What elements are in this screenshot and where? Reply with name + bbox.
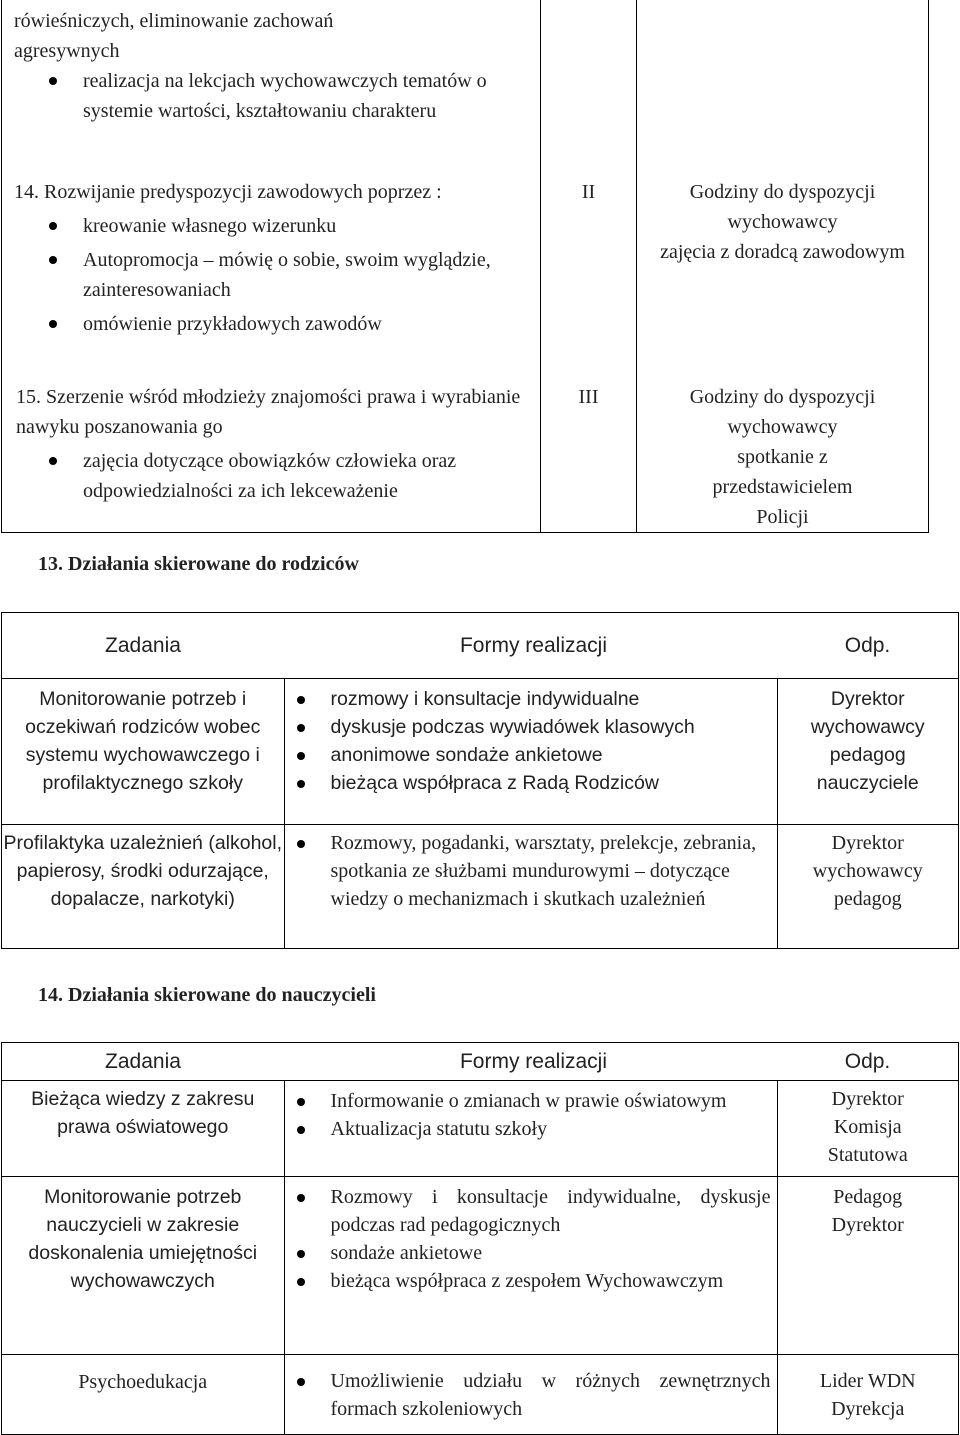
resp-item: Komisja	[833, 1116, 902, 1138]
teachers-actions-table	[1, 1042, 959, 1435]
table-cell-class	[541, 382, 637, 533]
table-cell-task	[2, 177, 541, 382]
note-text: Godziny do dyspozycji wychowawcy	[689, 386, 876, 438]
table-cell-notes	[637, 0, 929, 177]
table-cell-notes	[637, 177, 929, 382]
bullet-list	[49, 211, 534, 339]
note-text: spotkanie z przedstawicielem Policji	[712, 446, 853, 528]
bullet-list	[297, 1087, 771, 1143]
bullet-list	[49, 66, 534, 126]
bullet-list	[297, 829, 771, 913]
section-title: 14. Działania skierowane do nauczycieli	[38, 984, 376, 1006]
list-item: Umożliwienie udziału w różnych zewnętrznych formach szkoleniowych	[297, 1367, 771, 1423]
resp-cell	[777, 679, 959, 825]
bullet-list	[297, 1367, 771, 1423]
forms-cell	[284, 1081, 777, 1177]
resp-cell	[777, 1081, 959, 1177]
forms-cell	[284, 825, 777, 949]
header-tasks: Zadania	[2, 1043, 285, 1081]
table-continuation	[1, 0, 929, 533]
list-item: Informowanie o zmianach w prawie oświatowym	[297, 1087, 771, 1115]
text-line: rówieśniczych, eliminowanie zachowań	[14, 10, 334, 32]
task-cell: Bieżąca wiedzy z zakresu prawa oświatowego	[2, 1081, 285, 1177]
task-cell: Profilaktyka uzależnień (alkohol, papierosy, środki odurzające, dopalacze, narkotyki)	[2, 825, 285, 949]
table-cell-class	[541, 0, 637, 177]
resp-item: Statutowa	[827, 1144, 908, 1166]
resp-item: pedagog	[833, 888, 902, 910]
class-label: III	[578, 386, 599, 408]
list-item: dyskusje podczas wywiadówek klasowych	[297, 713, 771, 741]
list-item: anonimowe sondaże ankietowe	[297, 741, 771, 769]
resp-item: Dyrektor	[830, 688, 905, 710]
task-cell: Psychoedukacja	[2, 1355, 285, 1435]
task-heading: 14. Rozwijanie predyspozycji zawodowych poprzez :	[14, 181, 442, 203]
resp-item: Pedagog	[833, 1186, 903, 1208]
resp-item: Dyrekcja	[831, 1398, 905, 1420]
list-item: zajęcia dotyczące obowiązków człowieka oraz odpowiedzialności za ich lekceważenie	[49, 446, 534, 506]
resp-cell	[777, 1177, 959, 1355]
task-cell: Monitorowanie potrzeb nauczycieli w zakresie doskonalenia umiejętności wychowawczych	[2, 1177, 285, 1355]
header-resp: Odp.	[777, 613, 959, 679]
bullet-list	[49, 446, 534, 506]
resp-cell	[777, 825, 959, 949]
list-item: Aktualizacja statutu szkoły	[297, 1115, 771, 1143]
header-forms: Formy realizacji	[284, 613, 777, 679]
list-item: bieżąca współpraca z zespołem Wychowawczym	[297, 1267, 771, 1295]
class-label: II	[581, 181, 596, 203]
list-item: Rozmowy i konsultacje indywidualne, dyskusje podczas rad pedagogicznych	[297, 1183, 771, 1239]
task-heading: 15. Szerzenie wśród młodzieży znajomości prawa i wyrabianie nawyku poszanowania go	[16, 386, 521, 438]
resp-item: nauczyciele	[816, 772, 919, 794]
resp-item: Dyrektor	[831, 1214, 904, 1236]
resp-item: wychowawcy	[810, 716, 925, 738]
header-resp: Odp.	[777, 1043, 959, 1081]
list-item: rozmowy i konsultacje indywidualne	[297, 685, 771, 713]
list-item: kreowanie własnego wizerunku	[49, 211, 534, 241]
list-item: bieżąca współpraca z Radą Rodziców	[297, 769, 771, 797]
forms-cell	[284, 679, 777, 825]
list-item: omówienie przykładowych zawodów	[49, 309, 534, 339]
bullet-list	[297, 685, 771, 797]
resp-item: Dyrektor	[831, 832, 904, 854]
note-text: Godziny do dyspozycji wychowawcy	[689, 181, 876, 233]
note-text: zajęcia z doradcą zawodowym	[660, 241, 905, 263]
text-line: agresywnych	[14, 40, 120, 62]
table-cell-task	[2, 382, 541, 533]
table-cell-class	[541, 177, 637, 382]
header-forms: Formy realizacji	[284, 1043, 777, 1081]
header-tasks: Zadania	[2, 613, 285, 679]
resp-item: pedagog	[829, 744, 906, 766]
section-title: 13. Działania skierowane do rodziców	[38, 553, 359, 575]
resp-item: Dyrektor	[831, 1088, 904, 1110]
list-item: Rozmowy, pogadanki, warsztaty, prelekcje, zebrania, spotkania ze służbami mundurowymi – dotyczące wiedzy o mechanizmach i skutkach uzależnień	[297, 829, 771, 913]
table-cell-notes	[637, 382, 929, 533]
resp-item: Lider WDN	[819, 1370, 916, 1392]
task-cell: Monitorowanie potrzeb i oczekiwań rodziców wobec systemu wychowawczego i profilaktycznego szkoły	[2, 679, 285, 825]
list-item: sondaże ankietowe	[297, 1239, 771, 1267]
forms-cell	[284, 1355, 777, 1435]
task-text	[14, 0, 534, 66]
list-item: Autopromocja – mówię o sobie, swoim wyglądzie, zainteresowaniach	[49, 245, 534, 305]
table-cell-task	[2, 0, 541, 177]
parents-actions-table	[1, 612, 959, 949]
resp-cell	[777, 1355, 959, 1435]
forms-cell	[284, 1177, 777, 1355]
resp-item: wychowawcy	[812, 860, 923, 882]
list-item: realizacja na lekcjach wychowawczych tematów o systemie wartości, kształtowaniu charakteru	[49, 66, 534, 126]
bullet-list	[297, 1183, 771, 1295]
